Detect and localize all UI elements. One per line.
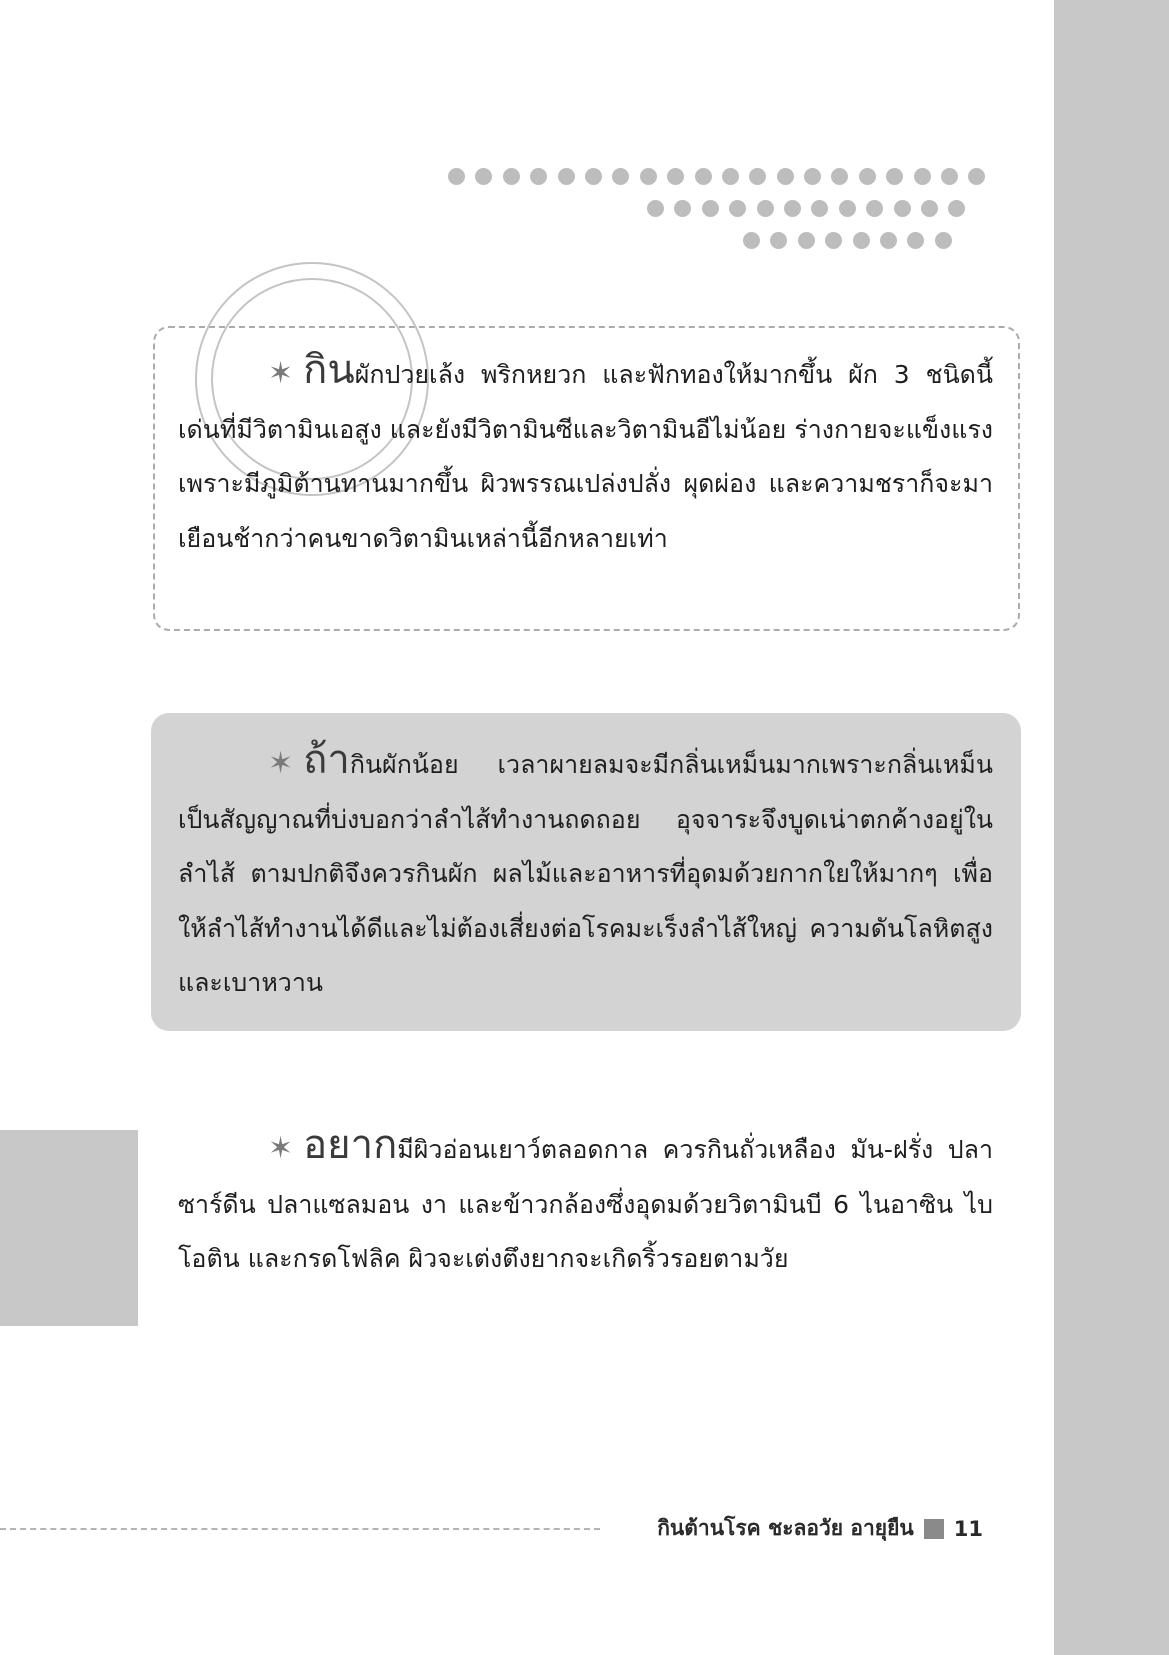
tip-paragraph-2	[178, 733, 993, 1011]
tip-text: ผักปวยเล้ง พริกหยวก และฟักทองให้มากขึ้น ผัก 3 ชนิดนี้เด่นที่มีวิตามินเอสูง และยังมีวิตามินซีและวิตามินอีไม่น้อย ร่างกายจะแข็งแรงเพราะมีภูมิต้านทานมากขึ้น ผิวพรรณเปล่งปลั่ง ผุดผ่อง และความชราก็จะมาเยือนช้ากว่าคนขาดวิตามินเหล่านี้อีกหลายเท่า	[178, 360, 993, 553]
tip-lead-word: กิน	[303, 347, 355, 393]
page-number: 11	[953, 1516, 983, 1541]
star-icon: ✶	[268, 1131, 294, 1166]
tip-paragraph-1	[178, 343, 993, 566]
left-margin-tab	[0, 1130, 138, 1326]
star-icon: ✶	[268, 356, 294, 391]
tip-lead-word: ถ้า	[303, 737, 350, 783]
book-title: กินต้านโรค ชะลอวัย อายุยืน	[657, 1516, 914, 1540]
right-margin-strip	[1054, 0, 1169, 1655]
star-icon: ✶	[268, 746, 294, 781]
footer-divider	[0, 1528, 600, 1530]
dot-pattern-row-3	[743, 232, 952, 249]
square-marker-icon	[924, 1519, 944, 1539]
page-footer	[657, 1512, 983, 1545]
tip-lead-word: อยาก	[303, 1122, 398, 1168]
tip-paragraph-3	[178, 1118, 993, 1287]
dot-pattern-row-1	[448, 168, 985, 185]
tip-text: มีผิวอ่อนเยาว์ตลอดกาล ควรกินถั่วเหลือง มัน-ฝรั่ง ปลาซาร์ดีน ปลาแซลมอน งา และข้าวกล้องซึ่งอุดมด้วยวิตามินบี 6 ไนอาซิน ไบโอติน และกรดโฟลิค ผิวจะเต่งตึงยากจะเกิดริ้วรอยตามวัย	[178, 1135, 993, 1273]
tip-text: กินผักน้อย เวลาผายลมจะมีกลิ่นเหม็นมากเพราะกลิ่นเหม็นเป็นสัญญาณที่บ่งบอกว่าลำไส้ทำงานถดถอย อุจจาระจึงบูดเน่าตกค้างอยู่ในลำไส้ ตามปกติจึงควรกินผัก ผลไม้และอาหารที่อุดมด้วยกากใยให้มากๆ เพื่อให้ลำไส้ทำงานได้ดีและไม่ต้องเสี่ยงต่อโรคมะเร็งลำไส้ใหญ่ ความดันโลหิตสูงและเบาหวาน	[178, 750, 993, 997]
dot-pattern-row-2	[647, 200, 965, 217]
